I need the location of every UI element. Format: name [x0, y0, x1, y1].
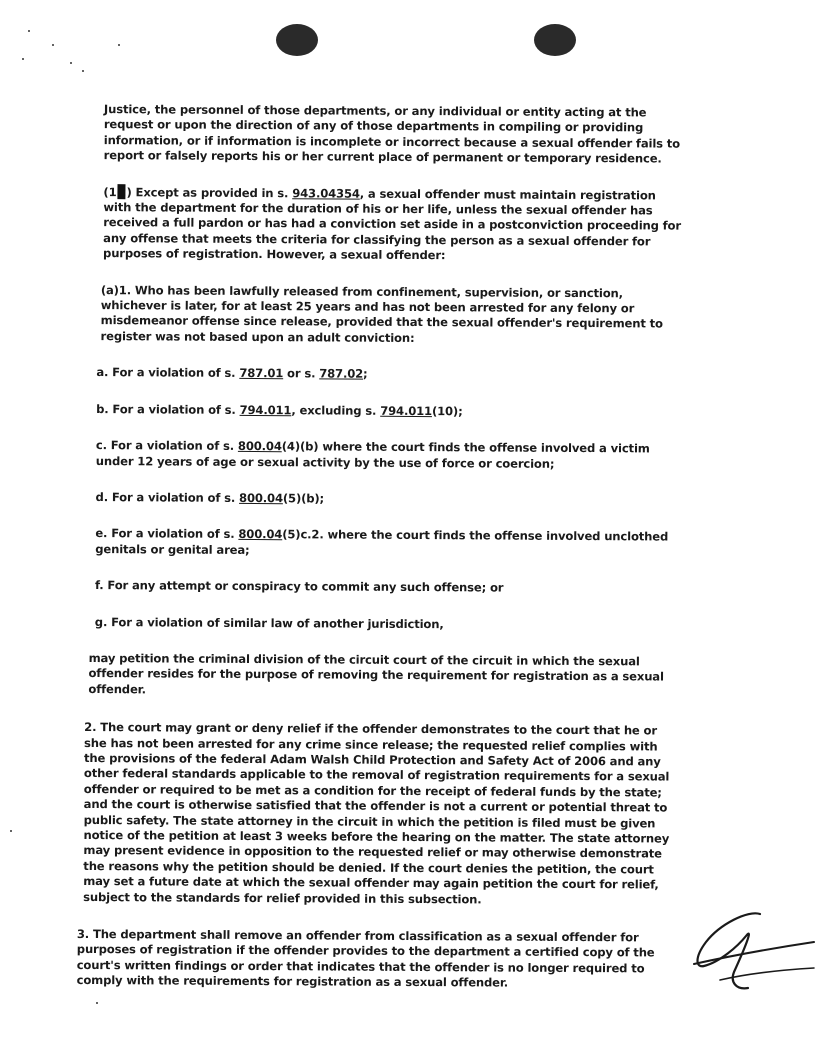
intro-paragraph: Justice, the personnel of those departments, or any individual or entity acting at the request or upon the direction of any of those departments in compiling or providing information, or if information is incomplete or incorrect because a sexual offender fails to report or falsely reports his or her current place of permanent or temporary residence.	[103, 102, 681, 166]
redaction-mark	[117, 184, 125, 199]
list-item: b. For a violation of s. 794.011, excluding s. 794.011(10);	[96, 401, 463, 418]
statute-link[interactable]: 794.011	[380, 403, 433, 418]
list-item: g. For a violation of similar law of another jurisdiction,	[94, 614, 444, 631]
statute-link[interactable]: 800.04	[237, 439, 282, 454]
statute-link[interactable]: 794.011	[239, 402, 292, 417]
list-item: c. For a violation of s. 800.04(4)(b) where the court finds the offense involved a victim under 12 years of age or sexual activity by the use of force or coercion;	[95, 438, 650, 471]
subsection-1-paragraph: (1 ) Except as provided in s. 943.04354, a sexual offender must maintain registration with the department for the duration of his or her life, unless the sexual offender has received a full pardon or has had a conviction set aside in a postconviction proceeding for any offense that meets the criteria for classifying the person as a sexual offender for purposes of registration. However, a sexual offender:	[103, 184, 682, 263]
list-item: a. For a violation of s. 787.01 or s. 787.02;	[96, 365, 368, 381]
list-item: f. For any attempt or conspiracy to commit any such offense; or	[95, 578, 504, 595]
scan-speck	[22, 58, 24, 60]
scan-speck	[70, 62, 72, 64]
statute-link[interactable]: 800.04	[238, 527, 283, 542]
statute-link[interactable]: 943.04354	[292, 185, 360, 201]
punch-hole-right	[534, 24, 576, 56]
statute-link[interactable]: 787.02	[319, 366, 364, 381]
scan-speck	[118, 44, 120, 46]
statute-text	[76, 102, 684, 992]
list-item: e. For a violation of s. 800.04(5)c.2. where the court finds the offense involved unclothed genitals or genital area;	[95, 526, 669, 557]
punch-hole-left	[276, 24, 318, 56]
paragraph-2: 2. The court may grant or deny relief if the offender demonstrates to the court that he or she has not been arrested for any crime since release; the requested relief complies with the provisions of the federal Adam Walsh Child Protection and Safety Act of 2006 and any other federal standards applicable to the removal of registration requirements for a sexual offender or required to be met as a condition for the receipt of federal funds by the state; and the court is otherwise satisfied that the offender is not a current or potential threat to public safety. The state attorney in the circuit in which the petition is filed must be given notice of the petition at least 3 weeks before the hearing on the matter. The state attorney may present evidence in opposition to the requested relief or may otherwise demonstrate the reasons why the petition should be denied. If the court denies the petition, the court may set a future date at which the sexual offender may again petition the court for relief, subject to the standards for relief provided in this subsection.	[83, 720, 670, 907]
petition-paragraph: may petition the criminal division of the circuit court of the circuit in which the sexual offender resides for the purpose of removing the requirement for registration as a sexual offender.	[88, 650, 664, 697]
subsection-a1-paragraph: (a)1. Who has been lawfully released from confinement, supervision, or sanction, whichever is later, for at least 25 years and has not been arrested for any felony or misdemeanor offense since release, provided that the sexual offender's requirement to register was not based upon an adult conviction:	[100, 282, 663, 345]
signature-mark	[690, 906, 816, 996]
scan-speck	[82, 70, 84, 72]
statute-link[interactable]: 800.04	[239, 490, 283, 506]
statute-link[interactable]: 787.01	[239, 366, 284, 381]
scan-speck	[52, 44, 54, 46]
paragraph-3: 3. The department shall remove an offender from classification as a sexual offender for purposes of registration if the offender provides to the department a certified copy of the court's written findings or order that indicates that the offender is no longer required to comply with the requirements for registration as a sexual offender.	[76, 926, 655, 990]
scan-speck	[10, 830, 12, 832]
scan-speck	[28, 30, 30, 32]
scan-speck	[96, 1002, 98, 1004]
list-item: d. For a violation of s. 800.04(5)(b);	[95, 489, 325, 506]
